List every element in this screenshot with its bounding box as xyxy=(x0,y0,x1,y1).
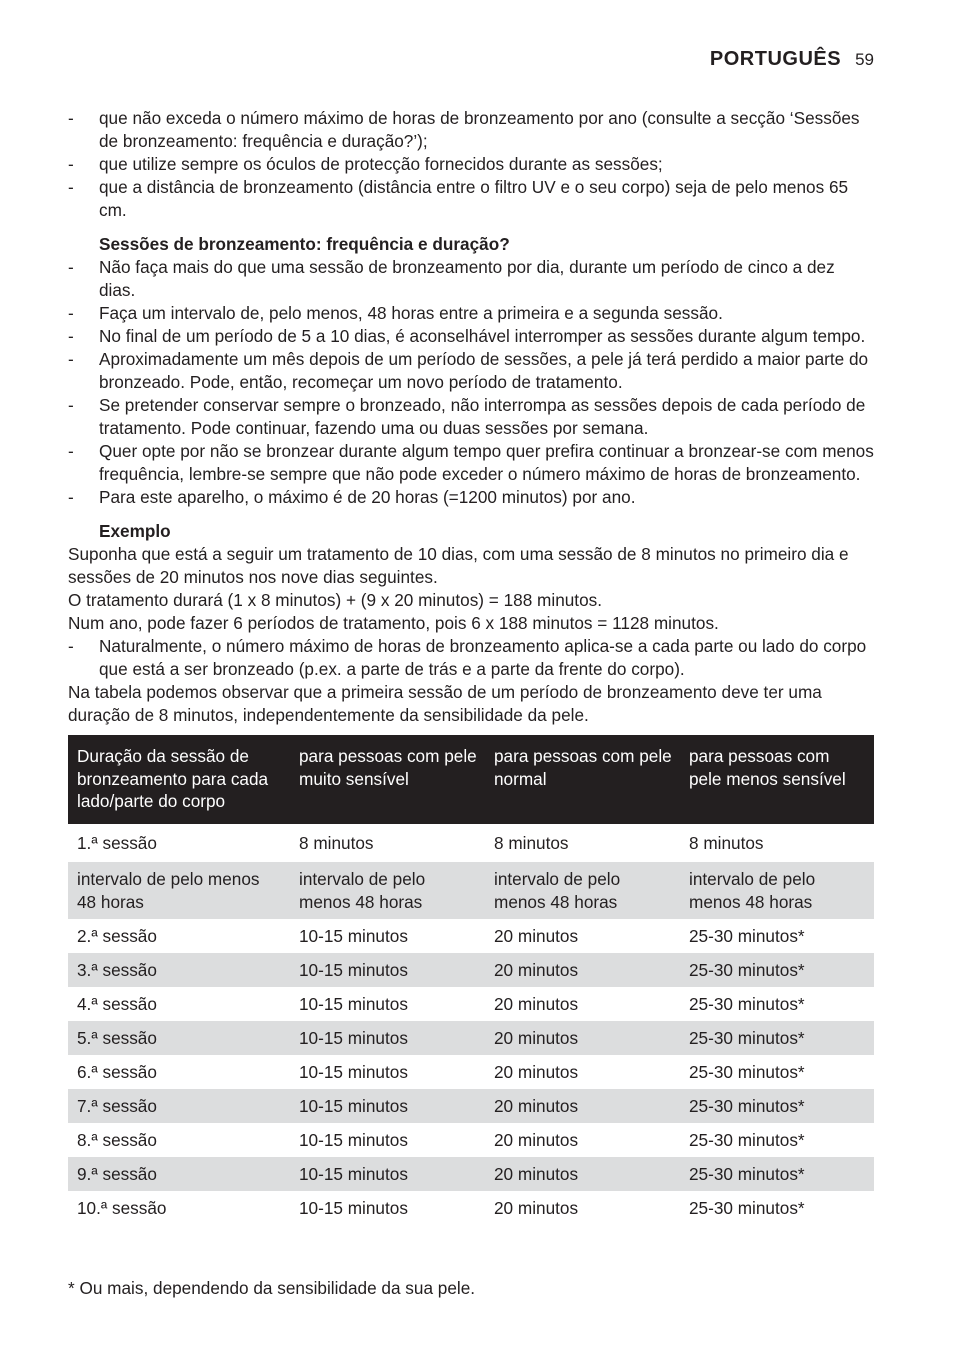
header-less-sensitive: para pessoas com pele menos sensível xyxy=(680,735,874,824)
footnote: * Ou mais, dependendo da sensibilidade da sua pele. xyxy=(68,1278,476,1298)
table-cell: 25-30 minutos* xyxy=(689,1130,805,1150)
list-item xyxy=(68,176,874,222)
table-cell: 20 minutos xyxy=(485,1157,680,1191)
table-row xyxy=(68,953,874,987)
list-item-text: No final de um período de 5 a 10 dias, é aconselhável interromper as sessões durante algum tempo. xyxy=(99,326,866,346)
bullet-dash: - xyxy=(68,441,74,461)
table-cell: intervalo de pelo menos 48 horas xyxy=(68,862,290,919)
table-cell: 25-30 minutos* xyxy=(680,1021,874,1055)
list-item-text: que a distância de bronzeamento (distância entre o filtro UV e o seu corpo) seja de pelo menos 65 cm. xyxy=(99,177,849,220)
bullet-dash: - xyxy=(68,257,74,277)
bullet-dash: - xyxy=(68,177,74,197)
table-row xyxy=(68,824,874,862)
table-cell: 4.ª sessão xyxy=(77,994,157,1014)
language-label: PORTUGUÊS xyxy=(709,48,842,70)
bullet-dash: - xyxy=(68,303,74,323)
list-item-text: Faça um intervalo de, pelo menos, 48 horas entre a primeira e a segunda sessão. xyxy=(99,303,723,323)
table-cell: 9.ª sessão xyxy=(68,1157,290,1191)
table-cell: 25-30 minutos* xyxy=(689,1062,805,1082)
table-row xyxy=(68,1089,874,1123)
table-cell: 3.ª sessão xyxy=(68,953,290,987)
table-cell: 10-15 minutos xyxy=(290,1157,485,1191)
table-cell: 1.ª sessão xyxy=(77,833,157,853)
table-cell: 10-15 minutos xyxy=(290,1089,485,1123)
header-duration: Duração da sessão de bronzeamento para cada lado/parte do corpo xyxy=(68,735,290,824)
list-item xyxy=(68,325,874,348)
table-cell: 25-30 minutos* xyxy=(680,953,874,987)
page-content xyxy=(68,107,874,1225)
table-row xyxy=(68,862,874,919)
table-cell: 10-15 minutos xyxy=(299,1062,408,1082)
list-item xyxy=(68,635,874,681)
table-cell: 20 minutos xyxy=(494,1130,579,1150)
table-cell: 20 minutos xyxy=(494,1198,579,1218)
table-cell: 5.ª sessão xyxy=(68,1021,290,1055)
bullet-list-example xyxy=(68,635,874,681)
table-row xyxy=(68,1055,874,1089)
table-cell: 20 minutos xyxy=(485,1021,680,1055)
table-cell: 20 minutos xyxy=(485,953,680,987)
list-item xyxy=(68,394,874,440)
list-item-text: Se pretender conservar sempre o bronzeado, não interrompa as sessões depois de cada período de tratamento. Pode continuar, fazendo uma ou duas sessões por semana. xyxy=(99,395,866,438)
bullet-list-top xyxy=(68,107,874,222)
table-cell: 7.ª sessão xyxy=(68,1089,290,1123)
table-cell: 10-15 minutos xyxy=(290,1021,485,1055)
table-cell: 20 minutos xyxy=(494,994,579,1014)
bullet-dash: - xyxy=(68,487,74,507)
table-cell: 25-30 minutos* xyxy=(689,1198,805,1218)
table-row xyxy=(68,1157,874,1191)
table-row xyxy=(68,987,874,1021)
list-item-text: Não faça mais do que uma sessão de bronzeamento por dia, durante um período de cinco a dez dias. xyxy=(99,257,835,300)
list-item-text: que utilize sempre os óculos de protecção fornecidos durante as sessões; xyxy=(99,154,663,174)
header-normal: para pessoas com pele normal xyxy=(485,735,680,824)
table-cell: 20 minutos xyxy=(494,1062,579,1082)
table-cell: intervalo de pelo menos 48 horas xyxy=(290,862,485,919)
list-item-text: Aproximadamente um mês depois de um período de sessões, a pele já terá perdido a maior parte do bronzeado. Pode, então, recomeçar um novo período de tratamento. xyxy=(99,349,869,392)
bullet-dash: - xyxy=(68,636,74,656)
section-heading-example: Exemplo xyxy=(99,521,171,541)
table-cell: 6.ª sessão xyxy=(77,1062,157,1082)
table-cell: 10-15 minutos xyxy=(299,1130,408,1150)
section-heading-frequency: Sessões de bronzeamento: frequência e duração? xyxy=(99,234,510,254)
bullet-dash: - xyxy=(68,349,74,369)
table-cell: 25-30 minutos* xyxy=(689,994,805,1014)
bullet-dash: - xyxy=(68,326,74,346)
bullet-list-frequency xyxy=(68,256,874,509)
list-item xyxy=(68,256,874,302)
bullet-dash: - xyxy=(68,154,74,174)
table-header-row xyxy=(68,735,874,824)
example-paragraph: Suponha que está a seguir um tratamento de 10 dias, com uma sessão de 8 minutos no primeiro dia e sessões de 20 minutos nos nove dias seguintes. xyxy=(68,544,849,587)
table-row xyxy=(68,1191,874,1225)
table-row xyxy=(68,919,874,953)
list-item xyxy=(68,348,874,394)
table-cell: 10-15 minutos xyxy=(299,994,408,1014)
list-item xyxy=(68,107,874,153)
table-cell: 10.ª sessão xyxy=(77,1198,167,1218)
table-cell: intervalo de pelo menos 48 horas xyxy=(485,862,680,919)
table-cell: intervalo de pelo menos 48 horas xyxy=(680,862,874,919)
table-cell: 10-15 minutos xyxy=(299,926,408,946)
table-cell: 10-15 minutos xyxy=(299,1198,408,1218)
table-cell: 25-30 minutos* xyxy=(680,1157,874,1191)
list-item-text: Quer opte por não se bronzear durante algum tempo quer prefira continuar a bronzear-se com menos frequência, lembre-se sempre que não pode exceder o número máximo de horas de bronzeamento. xyxy=(99,441,874,484)
page-header xyxy=(710,48,874,71)
table-cell: 25-30 minutos* xyxy=(680,1089,874,1123)
list-item xyxy=(68,153,874,176)
table-cell: 20 minutos xyxy=(494,926,579,946)
session-table xyxy=(68,735,874,1225)
example-yearly: Num ano, pode fazer 6 períodos de tratamento, pois 6 x 188 minutos = 1128 minutos. xyxy=(68,613,719,633)
table-cell: 8 minutos xyxy=(689,833,764,853)
list-item-text: que não exceda o número máximo de horas de bronzeamento por ano (consulte a secção ‘Sessões de bronzeamento: frequência e duração?’); xyxy=(99,108,860,151)
table-row xyxy=(68,1123,874,1157)
list-item-text: Para este aparelho, o máximo é de 20 horas (=1200 minutos) por ano. xyxy=(99,487,636,507)
list-item xyxy=(68,302,874,325)
table-cell: 8 minutos xyxy=(299,833,374,853)
table-cell: 25-30 minutos* xyxy=(689,926,805,946)
table-cell: 8 minutos xyxy=(494,833,569,853)
table-intro: Na tabela podemos observar que a primeira sessão de um período de bronzeamento deve ter uma duração de 8 minutos, independentemente da sensibilidade da pele. xyxy=(68,682,822,725)
example-calculation: O tratamento durará (1 x 8 minutos) + (9 x 20 minutos) = 188 minutos. xyxy=(68,590,603,610)
table-row xyxy=(68,1021,874,1055)
header-very-sensitive: para pessoas com pele muito sensível xyxy=(290,735,485,824)
table-cell: 20 minutos xyxy=(485,1089,680,1123)
bullet-dash: - xyxy=(68,395,74,415)
list-item xyxy=(68,486,874,509)
table-cell: 2.ª sessão xyxy=(77,926,157,946)
table-cell: 8.ª sessão xyxy=(77,1130,157,1150)
list-item xyxy=(68,440,874,486)
table-cell: 10-15 minutos xyxy=(290,953,485,987)
page-number: 59 xyxy=(855,50,874,69)
list-item-text: Naturalmente, o número máximo de horas de bronzeamento aplica-se a cada parte ou lado do corpo que está a ser bronzeado (p.ex. a parte de trás e a parte da frente do corpo). xyxy=(99,636,867,679)
bullet-dash: - xyxy=(68,108,74,128)
